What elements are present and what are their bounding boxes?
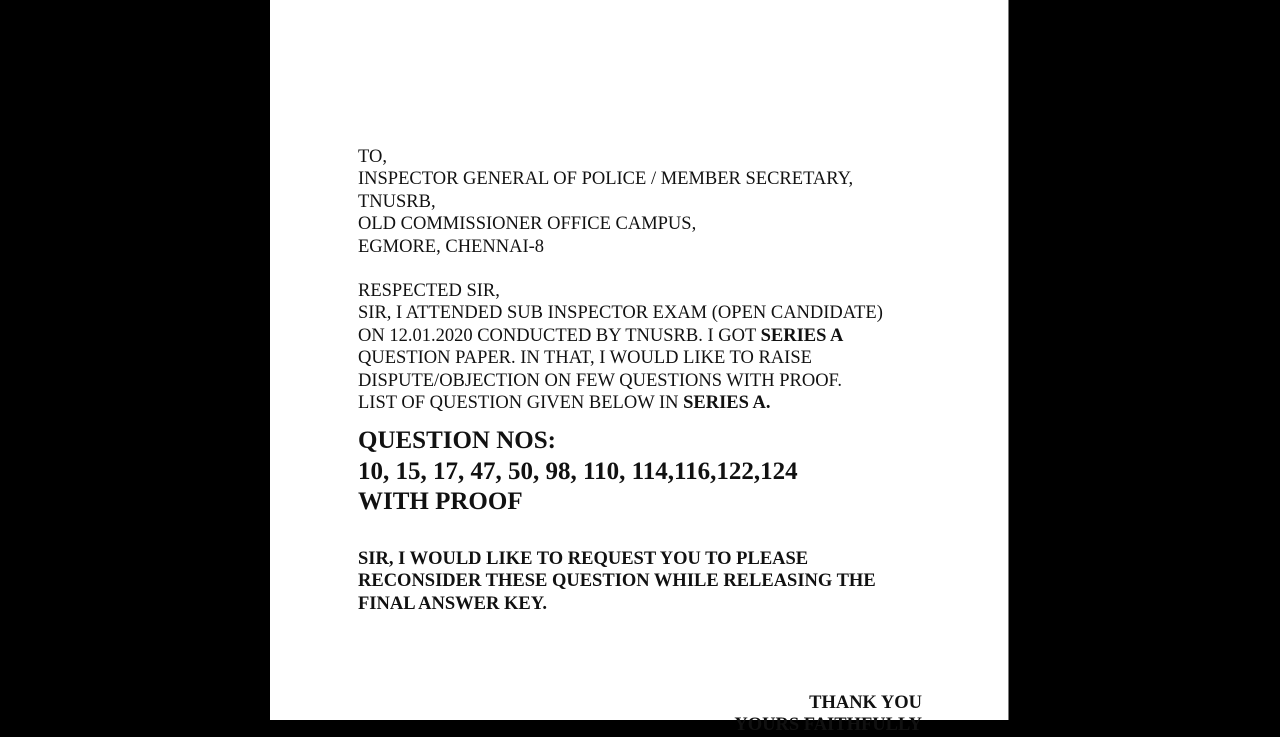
address-line: EGMORE, CHENNAI-8 <box>358 236 545 257</box>
series-label: SERIES A. <box>683 393 771 414</box>
signoff-text: YOURS FAITHFULLY <box>734 715 922 736</box>
recipient-address <box>358 146 958 258</box>
body-line <box>358 392 958 414</box>
address-line: OLD COMMISSIONER OFFICE CAMPUS, <box>358 214 697 235</box>
thank-you-text: THANK YOU <box>809 693 922 713</box>
body-line <box>358 325 958 347</box>
request-line: SIR, I WOULD LIKE TO REQUEST YOU TO PLEASE <box>358 548 809 569</box>
address-line: TO, <box>358 147 387 167</box>
request-line: FINAL ANSWER KEY. <box>358 593 547 614</box>
body-line: QUESTION PAPER. IN THAT, I WOULD LIKE TO RAISE <box>358 348 812 369</box>
body-paragraph <box>358 302 958 414</box>
address-line: INSPECTOR GENERAL OF POLICE / MEMBER SECRETARY, <box>358 169 854 190</box>
salutation: RESPECTED SIR, <box>358 281 500 302</box>
request-line: RECONSIDER THESE QUESTION WHILE RELEASING THE <box>358 571 876 592</box>
address-line: TNUSRB, <box>358 191 436 212</box>
question-suffix: WITH PROOF <box>358 488 523 516</box>
body-line: DISPUTE/OBJECTION ON FEW QUESTIONS WITH PROOF. <box>358 370 842 391</box>
body-text: ON 12.01.2020 CONDUCTED BY TNUSRB. I GOT <box>358 325 761 346</box>
request-paragraph <box>358 548 958 615</box>
question-numbers: 10, 15, 17, 47, 50, 98, 110, 114,116,122,124 <box>358 457 798 485</box>
closing-block <box>734 692 922 737</box>
body-line: SIR, I ATTENDED SUB INSPECTOR EXAM (OPEN CANDIDATE) <box>358 303 883 324</box>
question-heading: QUESTION NOS: <box>358 427 556 455</box>
page-edge <box>1008 0 1009 720</box>
series-label: SERIES A <box>760 325 844 346</box>
document-page <box>270 0 1008 736</box>
letter-body <box>358 146 958 615</box>
body-text: LIST OF QUESTION GIVEN BELOW IN <box>358 393 684 414</box>
question-list <box>358 426 958 518</box>
